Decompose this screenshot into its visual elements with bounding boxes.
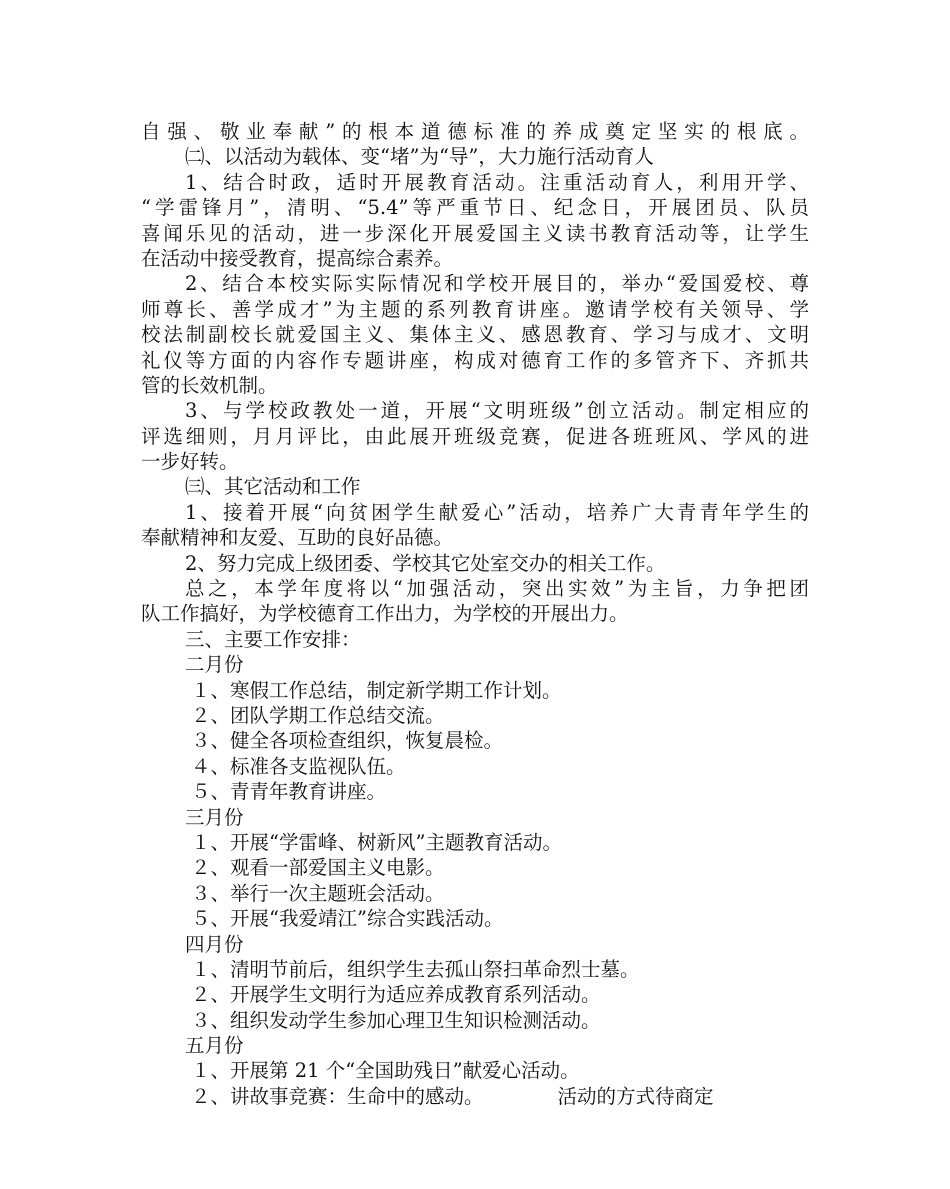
list-item: ３、健全各项检查组织，恢复晨检。 [191, 729, 504, 753]
list-item: ５、开展“我爱靖江”综合实践活动。 [191, 907, 504, 931]
section-heading: ㈢、其它活动和工作 [185, 475, 361, 499]
list-item-with-note [141, 1084, 809, 1109]
paragraph-line: 奉献精神和友爱、互助的良好品德。 [141, 526, 454, 550]
list-item: ２、团队学期工作总结交流。 [191, 703, 445, 727]
paragraph-line: 1、接着开展“向贫困学生献爱心”活动，培养广大青青年学生的 [185, 500, 809, 524]
paragraph-line: 管的长效机制。 [141, 373, 278, 397]
paragraph-line: 1、结合时政，适时开展教育活动。注重活动育人，利用开学、 [185, 170, 809, 194]
paragraph-line: 评选细则，月月评比，由此展开班级竞赛，促进各班班风、学风的进 [141, 424, 809, 448]
month-heading: 二月份 [185, 653, 244, 677]
paragraph-line: 师尊长、善学成才”为主题的系列教育讲座。邀请学校有关领导、学 [141, 297, 809, 321]
paragraph-line: 自强、敬业奉献”的根本道德标准的养成奠定坚实的根底。 [141, 120, 809, 143]
list-item: １、清明节前后，组织学生去孤山祭扫革命烈士墓。 [191, 957, 640, 981]
list-item: １、寒假工作总结，制定新学期工作计划。 [191, 678, 562, 702]
list-item: ３、举行一次主题班会活动。 [191, 881, 445, 905]
list-item: ２、观看一部爱国主义电影。 [191, 856, 445, 880]
document-body [141, 119, 809, 1109]
paragraph-line: 总之，本学年度将以“加强活动，突出实效”为主旨，力争把团 [185, 577, 809, 601]
month-heading: 四月份 [185, 932, 244, 956]
list-item: ５、青青年教育讲座。 [191, 780, 387, 804]
list-item-note: 活动的方式待商定 [557, 1084, 714, 1108]
list-item: ２、开展学生文明行为适应养成教育系列活动。 [191, 983, 601, 1007]
section-heading: 三、主要工作安排： [185, 627, 361, 651]
paragraph-line: “学雷锋月”，清明、“5.4”等严重节日、纪念日，开展团员、队员 [141, 196, 809, 220]
section-heading: ㈡、以活动为载体、变“堵”为“导”，大力施行活动育人 [185, 145, 654, 169]
paragraph-line: 2、结合本校实际实际情况和学校开展目的，举办“爱国爱校、尊 [185, 272, 809, 296]
list-item: ３、组织发动学生参加心理卫生知识检测活动。 [191, 1008, 601, 1032]
paragraph-line: 礼仪等方面的内容作专题讲座，构成对德育工作的多管齐下、齐抓共 [141, 348, 809, 372]
paragraph-line: 2、努力完成上级团委、学校其它处室交办的相关工作。 [185, 551, 666, 575]
list-item: ４、标准各支监视队伍。 [191, 754, 406, 778]
paragraph-line: 在活动中接受教育，提高综合素养。 [141, 246, 454, 270]
month-heading: 三月份 [185, 805, 244, 829]
list-item: １、开展“学雷峰、树新风”主题教育活动。 [191, 830, 562, 854]
paragraph-line: 喜闻乐见的活动，进一步深化开展爱国主义读书教育活动等，让学生 [141, 221, 809, 245]
paragraph-line: 队工作搞好，为学校德育工作出力，为学校的开展出力。 [141, 602, 629, 626]
month-heading: 五月份 [185, 1034, 244, 1058]
paragraph-line: 校法制副校长就爱国主义、集体主义、感恩教育、学习与成才、文明 [141, 323, 809, 347]
paragraph-line: 一步好转。 [141, 450, 239, 474]
paragraph-line: 3、与学校政教处一道，开展“文明班级”创立活动。制定相应的 [185, 399, 809, 423]
list-item-text: ２、讲故事竞赛：生命中的感动。 [191, 1084, 484, 1108]
list-item: １、开展第 21 个“全国助残日”献爱心活动。 [191, 1059, 580, 1083]
